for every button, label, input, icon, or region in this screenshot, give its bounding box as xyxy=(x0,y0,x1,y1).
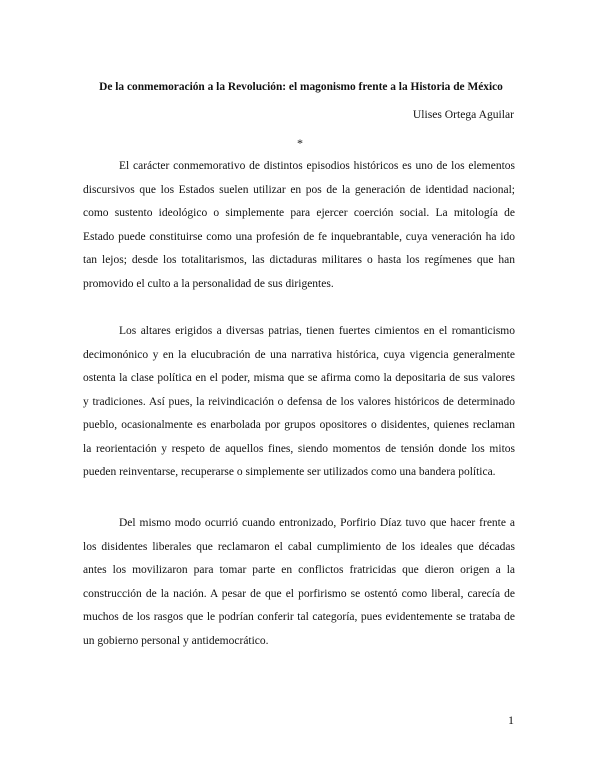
text-line: como sustento ideológico o simplemente para ejercer coerción social. La mitología de xyxy=(83,207,515,219)
text-line: la reorientación y respeto de aquellos fines, siendo momentos de tensión donde los mitos xyxy=(83,442,515,455)
text-line: y tradiciones. Así pues, la reivindicación o defensa de los valores históricos de determinado xyxy=(83,395,515,408)
text-line: El carácter conmemorativo de distintos episodios históricos es uno de los elementos xyxy=(119,160,515,172)
text-line: Los altares erigidos a diversas patrias, tienen fuertes cimientos en el romanticismo xyxy=(119,325,515,337)
text-line: los disidentes liberales que reclamaron el cabal cumplimiento de los ideales que décadas xyxy=(83,540,515,553)
text-line: antes los movilizaron para tomar parte en conflictos fratricidas que dieron origen a la xyxy=(83,564,515,576)
text-line: discursivos que los Estados suelen utilizar en pos de la generación de identidad nacional; xyxy=(83,183,515,196)
text-line: Estado puede constituirse como una profesión de fe inquebrantable, cuya veneración ha ido xyxy=(83,230,515,243)
text-line: tan lejos; desde los totalitarismos, las dictaduras militares o hasta los regímenes que han xyxy=(83,254,515,266)
document-title: De la conmemoración a la Revolución: el magonismo frente a la Historia de México xyxy=(99,81,503,93)
section-separator: * xyxy=(297,136,303,150)
text-line: un gobierno personal y antidemocrático. xyxy=(83,634,269,647)
text-line: ostenta la clase política en el poder, misma que se afirma como la depositaria de sus valores xyxy=(83,372,515,384)
text-line: Del mismo modo ocurrió cuando entronizado, Porfirio Díaz tuvo que hacer frente a xyxy=(119,517,515,529)
paragraph-3 xyxy=(83,512,515,653)
text-line: promovido el culto a la personalidad de sus dirigentes. xyxy=(83,277,334,290)
text-line: pueblo, ocasionalmente es enarbolada por grupos opositores o disidentes, quienes reclaman xyxy=(83,419,515,431)
text-line: pueden reinventarse, recuperarse o simplemente ser utilizados como una bandera política. xyxy=(83,466,496,478)
text-line: construcción de la nación. A pesar de que el porfirismo se ostentó como liberal, carecía de xyxy=(83,587,515,600)
page-number: 1 xyxy=(508,713,514,727)
text-line: muchos de los rasgos que le podrían conferir tal categoría, pues evidentemente se trataba de xyxy=(83,611,515,623)
text-line: decimonónico y en la elucubración de una narrativa histórica, cuya vigencia generalmente xyxy=(83,348,515,361)
author-name: Ulises Ortega Aguilar xyxy=(412,108,514,121)
paragraph-2 xyxy=(83,320,515,485)
paragraph-1 xyxy=(83,155,515,296)
